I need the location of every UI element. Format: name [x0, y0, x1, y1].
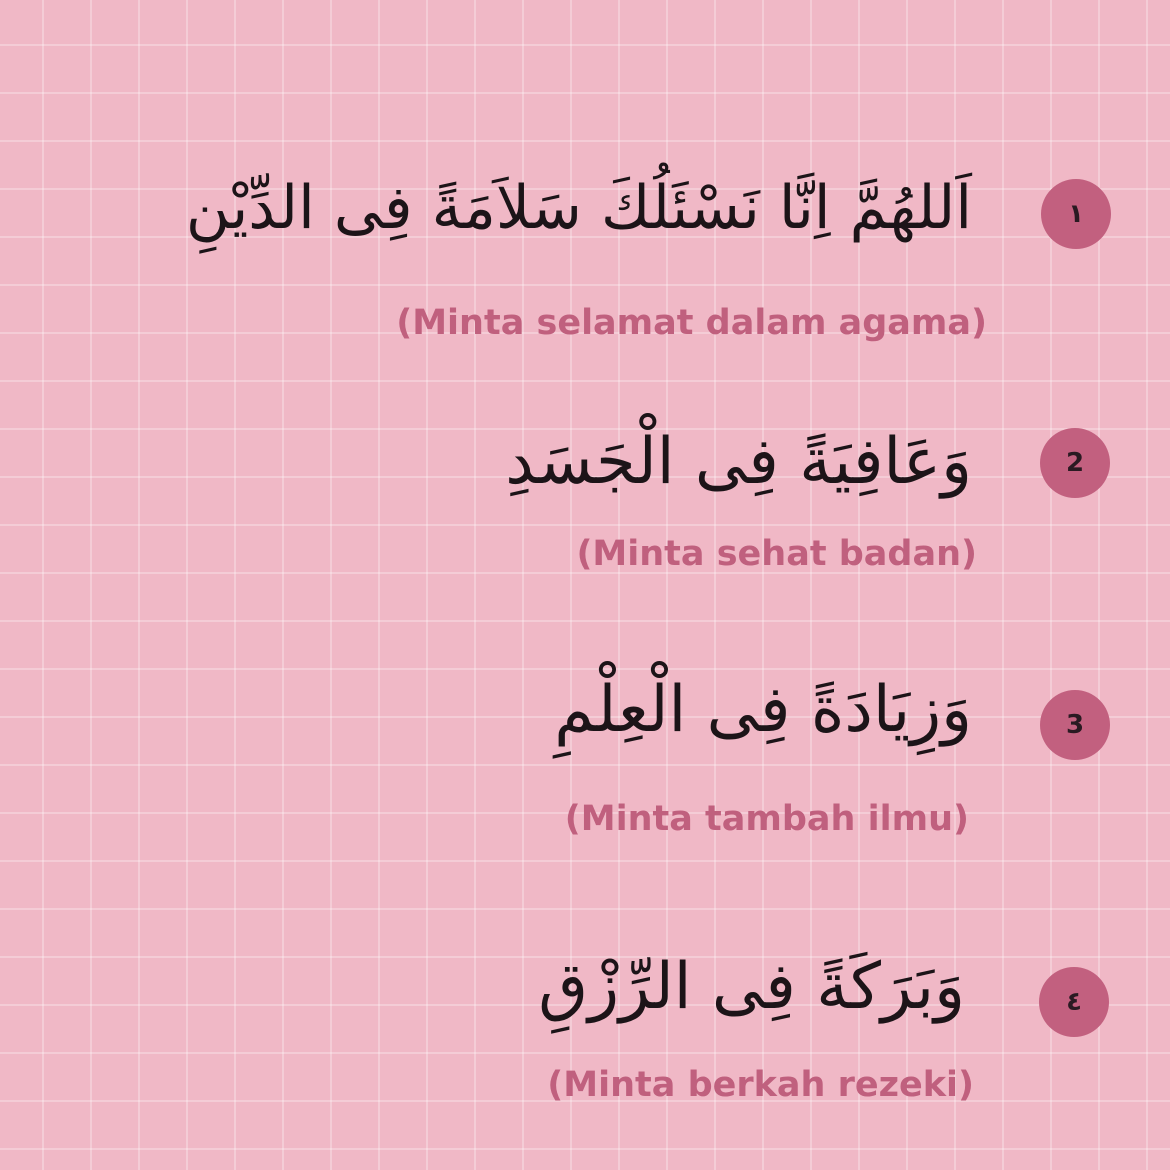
- number-badge-3-label: 3: [1065, 710, 1085, 740]
- meaning-text-1: (Minta selamat dalam agama): [396, 303, 987, 343]
- meaning-text-2: (Minta sehat badan): [576, 534, 977, 574]
- arabic-text-4: وَبَرَكَةً فِى الرِّزْقِ: [538, 950, 965, 1024]
- arabic-text-2: وَعَافِيَةً فِى الْجَسَدِ: [505, 425, 972, 499]
- meaning-text-3: (Minta tambah ilmu): [564, 799, 969, 839]
- number-badge-4-label: ٤: [1066, 987, 1082, 1017]
- number-badge-2: [1040, 428, 1110, 498]
- number-badge-1-label: ١: [1068, 199, 1084, 229]
- meaning-text-4: (Minta berkah rezeki): [547, 1065, 974, 1105]
- number-badge-2-label: 2: [1065, 448, 1085, 478]
- number-badge-1: [1041, 179, 1111, 249]
- arabic-text-1: اَللهُمَّ اِنَّا نَسْئَلُكَ سَلاَمَةً فِى الدِّيْنِ: [185, 173, 972, 243]
- number-badge-3: [1040, 690, 1110, 760]
- number-badge-4: [1039, 967, 1109, 1037]
- arabic-text-3: وَزِيَادَةً فِى الْعِلْمِ: [554, 673, 972, 747]
